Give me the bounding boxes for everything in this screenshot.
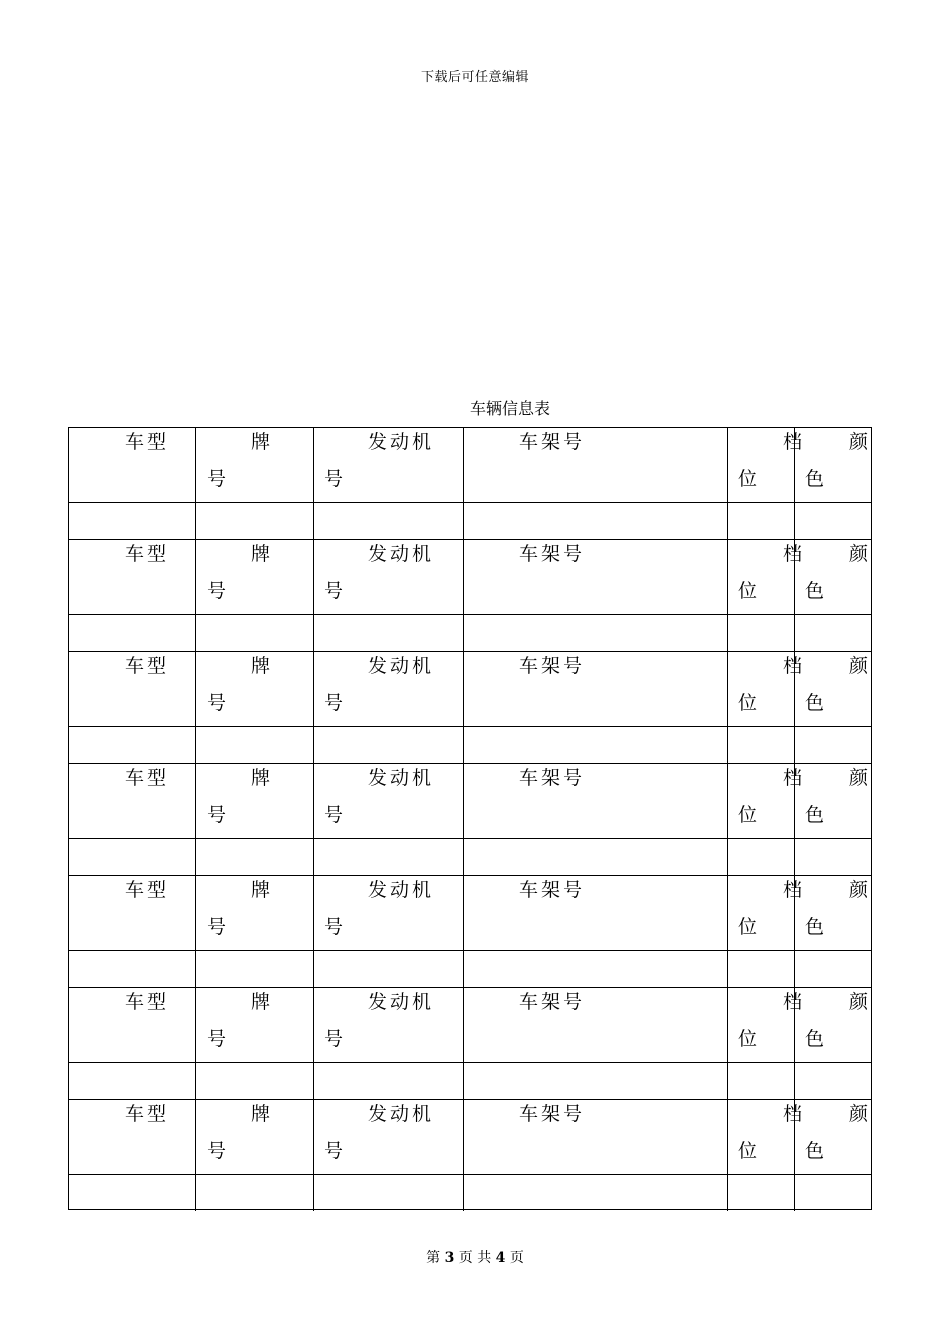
header-cell-model: 车型 [125,655,170,677]
header-cell-frame: 车架号 [519,431,586,453]
header-cell-engine-bottom: 号 [324,1140,347,1162]
header-cell-plate-bottom: 号 [207,1140,230,1162]
header-cell-plate-bottom: 号 [207,468,230,490]
header-cell-color-top: 颜 [849,431,872,453]
header-cell-plate-bottom: 号 [207,1028,230,1050]
header-cell-color-bottom: 色 [805,580,828,602]
header-row-divider [69,502,871,503]
header-cell-gear-bottom: 位 [738,468,761,490]
block-divider [69,1099,871,1100]
header-cell-engine-top: 发动机 [368,879,435,901]
header-cell-gear-top: 档 [783,655,806,677]
header-cell-gear-top: 档 [783,879,806,901]
column-divider [463,428,464,1211]
header-cell-engine-bottom: 号 [324,804,347,826]
header-cell-plate-top: 牌 [251,991,274,1013]
block-divider [69,651,871,652]
header-cell-gear-bottom: 位 [738,1028,761,1050]
header-cell-plate-top: 牌 [251,655,274,677]
header-cell-gear-top: 档 [783,991,806,1013]
header-cell-color-bottom: 色 [805,804,828,826]
header-cell-plate-top: 牌 [251,767,274,789]
footer-prefix: 第 [426,1250,441,1266]
header-cell-gear-top: 档 [783,543,806,565]
header-cell-engine-bottom: 号 [324,692,347,714]
vehicle-info-table [68,427,872,1210]
footer-mid: 页 共 [458,1250,492,1266]
table-title: 车辆信息表 [469,399,550,418]
header-cell-engine-bottom: 号 [324,468,347,490]
header-cell-gear-top: 档 [783,431,806,453]
header-cell-color-top: 颜 [849,1103,872,1125]
header-cell-model: 车型 [125,431,170,453]
block-divider [69,987,871,988]
column-divider [313,428,314,1211]
header-cell-frame: 车架号 [519,1103,586,1125]
header-cell-frame: 车架号 [519,543,586,565]
header-row-divider [69,838,871,839]
header-cell-engine-top: 发动机 [368,1103,435,1125]
header-cell-frame: 车架号 [519,879,586,901]
block-divider [69,763,871,764]
footer-page-number: 3 [444,1250,455,1266]
footer-total-pages: 4 [495,1250,506,1266]
header-cell-color-bottom: 色 [805,468,828,490]
header-cell-frame: 车架号 [519,767,586,789]
header-cell-model: 车型 [125,767,170,789]
header-cell-engine-bottom: 号 [324,580,347,602]
header-row-divider [69,1174,871,1175]
header-cell-model: 车型 [125,1103,170,1125]
header-cell-frame: 车架号 [519,991,586,1013]
header-cell-color-top: 颜 [849,991,872,1013]
column-divider [195,428,196,1211]
header-cell-gear-bottom: 位 [738,804,761,826]
footer-suffix: 页 [509,1250,524,1266]
header-note: 下载后可任意编辑 [420,70,529,85]
header-cell-color-top: 颜 [849,655,872,677]
header-cell-model: 车型 [125,991,170,1013]
header-cell-plate-top: 牌 [251,1103,274,1125]
header-cell-model: 车型 [125,879,170,901]
header-cell-plate-top: 牌 [251,543,274,565]
column-divider [727,428,728,1211]
header-cell-plate-bottom: 号 [207,916,230,938]
header-cell-plate-bottom: 号 [207,804,230,826]
header-cell-plate-bottom: 号 [207,692,230,714]
header-cell-color-bottom: 色 [805,692,828,714]
header-cell-gear-bottom: 位 [738,692,761,714]
header-cell-model: 车型 [125,543,170,565]
header-cell-color-bottom: 色 [805,1140,828,1162]
header-cell-engine-bottom: 号 [324,1028,347,1050]
header-row-divider [69,726,871,727]
header-cell-engine-top: 发动机 [368,991,435,1013]
header-cell-engine-top: 发动机 [368,431,435,453]
header-cell-gear-top: 档 [783,767,806,789]
header-cell-color-top: 颜 [849,543,872,565]
header-cell-plate-bottom: 号 [207,580,230,602]
header-cell-color-top: 颜 [849,879,872,901]
header-row-divider [69,950,871,951]
header-cell-plate-top: 牌 [251,879,274,901]
header-cell-engine-top: 发动机 [368,543,435,565]
header-cell-engine-bottom: 号 [324,916,347,938]
header-cell-engine-top: 发动机 [368,655,435,677]
header-cell-gear-bottom: 位 [738,916,761,938]
header-cell-color-bottom: 色 [805,1028,828,1050]
page-footer [0,1247,950,1267]
block-divider [69,539,871,540]
header-cell-gear-bottom: 位 [738,1140,761,1162]
header-row-divider [69,1062,871,1063]
header-cell-gear-top: 档 [783,1103,806,1125]
block-divider [69,875,871,876]
header-cell-plate-top: 牌 [251,431,274,453]
header-cell-color-top: 颜 [849,767,872,789]
header-cell-frame: 车架号 [519,655,586,677]
header-cell-color-bottom: 色 [805,916,828,938]
header-row-divider [69,614,871,615]
header-cell-engine-top: 发动机 [368,767,435,789]
header-cell-gear-bottom: 位 [738,580,761,602]
